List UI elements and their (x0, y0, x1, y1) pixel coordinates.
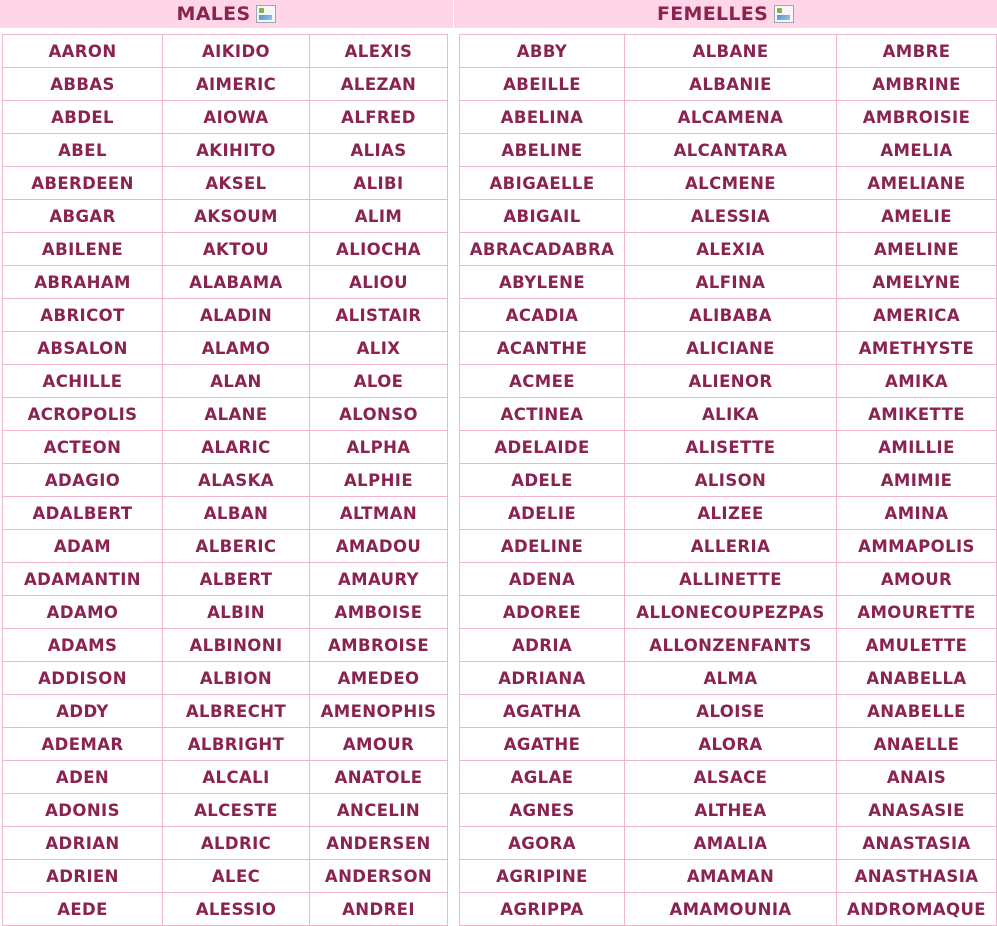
name-cell: ANCELIN (310, 794, 448, 827)
males-header (0, 0, 453, 28)
table-row (3, 464, 448, 497)
table-row (460, 662, 997, 695)
name-cell: ABIGAIL (460, 200, 625, 233)
name-cell: AGRIPINE (460, 860, 625, 893)
name-cell: AMOURETTE (837, 596, 997, 629)
name-cell: ACMEE (460, 365, 625, 398)
name-cell: ALAMO (163, 332, 310, 365)
females-names-table (459, 34, 997, 926)
name-cell: ALICIANE (625, 332, 837, 365)
name-cell: AGRIPPA (460, 893, 625, 926)
name-cell: ABBY (460, 35, 625, 68)
name-cell: ALIM (310, 200, 448, 233)
name-cell: ALTHEA (625, 794, 837, 827)
table-row (460, 794, 997, 827)
name-cell: ADAM (3, 530, 163, 563)
name-cell: AMADOU (310, 530, 448, 563)
table-row (3, 530, 448, 563)
table-row (460, 728, 997, 761)
name-cell: ADONIS (3, 794, 163, 827)
table-row (3, 629, 448, 662)
name-cell: ADRIA (460, 629, 625, 662)
name-cell: ADRIANA (460, 662, 625, 695)
name-cell: ANASTASIA (837, 827, 997, 860)
name-cell: ALLONZENFANTS (625, 629, 837, 662)
name-cell: ALBINONI (163, 629, 310, 662)
table-row (460, 332, 997, 365)
name-cell: ADAMANTIN (3, 563, 163, 596)
name-cell: ADDY (3, 695, 163, 728)
name-cell: ABERDEEN (3, 167, 163, 200)
name-cell: ADAGIO (3, 464, 163, 497)
name-cell: AGNES (460, 794, 625, 827)
name-cell: ACROPOLIS (3, 398, 163, 431)
name-cell: ALIZEE (625, 497, 837, 530)
name-cell: ABELINA (460, 101, 625, 134)
name-cell: ABDEL (3, 101, 163, 134)
name-cell: AMALIA (625, 827, 837, 860)
name-cell: ANDERSEN (310, 827, 448, 860)
name-cell: ALIENOR (625, 365, 837, 398)
name-cell: AMILLIE (837, 431, 997, 464)
name-cell: ABEL (3, 134, 163, 167)
name-cell: ADELE (460, 464, 625, 497)
males-names-table (2, 34, 448, 926)
name-cell: ALIAS (310, 134, 448, 167)
name-cell: ADEN (3, 761, 163, 794)
table-row (3, 200, 448, 233)
table-row (3, 893, 448, 926)
name-cell: AKIHITO (163, 134, 310, 167)
table-row (460, 200, 997, 233)
name-cell: ALARIC (163, 431, 310, 464)
name-cell: ABRAHAM (3, 266, 163, 299)
females-section (454, 0, 997, 919)
name-cell: ANAIS (837, 761, 997, 794)
table-row (460, 398, 997, 431)
name-cell: ALESSIA (625, 200, 837, 233)
name-cell: AMBOISE (310, 596, 448, 629)
name-cell: ALDRIC (163, 827, 310, 860)
table-row (460, 431, 997, 464)
table-row (3, 596, 448, 629)
table-row (3, 497, 448, 530)
table-row (460, 365, 997, 398)
name-cell: AARON (3, 35, 163, 68)
name-cell: ALBIN (163, 596, 310, 629)
name-cell: ALBION (163, 662, 310, 695)
name-cell: AMBRE (837, 35, 997, 68)
name-cell: ALABAMA (163, 266, 310, 299)
name-cell: ALESSIO (163, 893, 310, 926)
name-cell: AGATHA (460, 695, 625, 728)
name-cell: ADEMAR (3, 728, 163, 761)
name-cell: AIOWA (163, 101, 310, 134)
name-cell: ACHILLE (3, 365, 163, 398)
table-row (3, 728, 448, 761)
name-cell: ALISETTE (625, 431, 837, 464)
name-cell: ANABELLA (837, 662, 997, 695)
name-cell: ADDISON (3, 662, 163, 695)
broken-image-icon (774, 5, 794, 23)
name-cell: AMELIANE (837, 167, 997, 200)
table-row (460, 464, 997, 497)
name-cell: ALADIN (163, 299, 310, 332)
name-cell: ALIKA (625, 398, 837, 431)
females-header (454, 0, 997, 28)
name-cell: AMERICA (837, 299, 997, 332)
table-row (460, 893, 997, 926)
name-cell: ALFINA (625, 266, 837, 299)
name-cell: ALISON (625, 464, 837, 497)
name-cell: AIMERIC (163, 68, 310, 101)
name-cell: ABELINE (460, 134, 625, 167)
table-row (3, 695, 448, 728)
name-cell: ALCESTE (163, 794, 310, 827)
name-cell: ABRICOT (3, 299, 163, 332)
name-cell: AMELIA (837, 134, 997, 167)
name-cell: AKSOUM (163, 200, 310, 233)
name-cell: AGATHE (460, 728, 625, 761)
males-section (0, 0, 453, 919)
table-row (460, 827, 997, 860)
table-row (3, 35, 448, 68)
name-cell: ABBAS (3, 68, 163, 101)
name-cell: ANDERSON (310, 860, 448, 893)
table-row (3, 662, 448, 695)
name-cell: ALBANE (625, 35, 837, 68)
name-cell: ADAMO (3, 596, 163, 629)
name-cell: AMMAPOLIS (837, 530, 997, 563)
name-cell: ABYLENE (460, 266, 625, 299)
name-cell: ALASKA (163, 464, 310, 497)
name-cell: ABRACADABRA (460, 233, 625, 266)
broken-image-icon (256, 5, 276, 23)
table-row (3, 167, 448, 200)
name-cell: ALEXIA (625, 233, 837, 266)
name-cell: ALOE (310, 365, 448, 398)
name-cell: ALBAN (163, 497, 310, 530)
table-row (460, 68, 997, 101)
name-cell: ALORA (625, 728, 837, 761)
name-cell: AMENOPHIS (310, 695, 448, 728)
name-cell: ACADIA (460, 299, 625, 332)
name-cell: ALCAMENA (625, 101, 837, 134)
table-row (3, 233, 448, 266)
name-cell: ALPHIE (310, 464, 448, 497)
name-cell: ALBERIC (163, 530, 310, 563)
name-cell: ADAMS (3, 629, 163, 662)
name-cell: ALOISE (625, 695, 837, 728)
table-row (3, 68, 448, 101)
name-cell: ADELAIDE (460, 431, 625, 464)
name-cell: ALBANIE (625, 68, 837, 101)
table-row (460, 101, 997, 134)
table-row (460, 35, 997, 68)
table-row (460, 266, 997, 299)
name-cell: AMBRINE (837, 68, 997, 101)
name-cell: ABGAR (3, 200, 163, 233)
name-cell: ABILENE (3, 233, 163, 266)
name-cell: ANDROMAQUE (837, 893, 997, 926)
name-cell: ANATOLE (310, 761, 448, 794)
name-cell: AMINA (837, 497, 997, 530)
table-row (3, 365, 448, 398)
table-row (460, 695, 997, 728)
name-cell: AGLAE (460, 761, 625, 794)
name-cell: ALIOU (310, 266, 448, 299)
name-cell: AEDE (3, 893, 163, 926)
name-cell: ADRIAN (3, 827, 163, 860)
table-row (3, 761, 448, 794)
table-row (460, 497, 997, 530)
name-cell: ALIBI (310, 167, 448, 200)
table-row (3, 101, 448, 134)
name-cell: AMELYNE (837, 266, 997, 299)
name-cell: ACANTHE (460, 332, 625, 365)
table-row (3, 266, 448, 299)
name-cell: ALIOCHA (310, 233, 448, 266)
name-cell: ALANE (163, 398, 310, 431)
name-cell: ACTINEA (460, 398, 625, 431)
table-row (3, 398, 448, 431)
name-cell: ALAN (163, 365, 310, 398)
name-cell: ALLERIA (625, 530, 837, 563)
name-cell: AMAMOUNIA (625, 893, 837, 926)
table-row (3, 860, 448, 893)
name-cell: ADELINE (460, 530, 625, 563)
name-cell: AMOUR (837, 563, 997, 596)
table-row (460, 596, 997, 629)
name-cell: AMBROISE (310, 629, 448, 662)
name-cell: ABIGAELLE (460, 167, 625, 200)
name-cell: AIKIDO (163, 35, 310, 68)
table-row (3, 827, 448, 860)
table-row (3, 332, 448, 365)
name-cell: ALBRECHT (163, 695, 310, 728)
name-cell: AKSEL (163, 167, 310, 200)
name-cell: ALONSO (310, 398, 448, 431)
table-row (460, 299, 997, 332)
table-row (460, 860, 997, 893)
name-cell: ANASASIE (837, 794, 997, 827)
table-row (3, 563, 448, 596)
name-cell: ALMA (625, 662, 837, 695)
table-row (460, 761, 997, 794)
name-cell: ADENA (460, 563, 625, 596)
name-cell: AMELINE (837, 233, 997, 266)
table-row (460, 233, 997, 266)
name-cell: ALFRED (310, 101, 448, 134)
name-cell: ANASTHASIA (837, 860, 997, 893)
name-cell: ALEC (163, 860, 310, 893)
name-cell: AMETHYSTE (837, 332, 997, 365)
name-cell: AMAMAN (625, 860, 837, 893)
name-cell: ADALBERT (3, 497, 163, 530)
males-title: MALES (176, 3, 251, 25)
name-cell: AMOUR (310, 728, 448, 761)
name-cell: AMIKETTE (837, 398, 997, 431)
name-cell: ANABELLE (837, 695, 997, 728)
name-cell: ALCANTARA (625, 134, 837, 167)
name-cell: ALSACE (625, 761, 837, 794)
table-row (460, 134, 997, 167)
name-cell: ADELIE (460, 497, 625, 530)
name-cell: ALEXIS (310, 35, 448, 68)
name-cell: ALBERT (163, 563, 310, 596)
name-cell: AMEDEO (310, 662, 448, 695)
name-cell: AGORA (460, 827, 625, 860)
name-cell: AMIKA (837, 365, 997, 398)
name-cell: ALBRIGHT (163, 728, 310, 761)
name-cell: ABEILLE (460, 68, 625, 101)
table-row (3, 794, 448, 827)
name-cell: AMBROISIE (837, 101, 997, 134)
table-row (460, 563, 997, 596)
name-cell: ALTMAN (310, 497, 448, 530)
name-cell: ALIX (310, 332, 448, 365)
name-cell: ALEZAN (310, 68, 448, 101)
females-title: FEMELLES (656, 3, 769, 25)
name-cell: ALLONECOUPEZPAS (625, 596, 837, 629)
name-cell: ALLINETTE (625, 563, 837, 596)
name-cell: ACTEON (3, 431, 163, 464)
name-cell: AMIMIE (837, 464, 997, 497)
name-cell: ANAELLE (837, 728, 997, 761)
table-row (460, 629, 997, 662)
name-cell: ALCALI (163, 761, 310, 794)
name-cell: ALIBABA (625, 299, 837, 332)
name-cell: AMULETTE (837, 629, 997, 662)
table-row (460, 530, 997, 563)
name-cell: ALPHA (310, 431, 448, 464)
name-cell: ALCMENE (625, 167, 837, 200)
name-cell: AKTOU (163, 233, 310, 266)
name-cell: ALISTAIR (310, 299, 448, 332)
name-cell: AMELIE (837, 200, 997, 233)
table-row (3, 299, 448, 332)
name-cell: ADRIEN (3, 860, 163, 893)
name-cell: ANDREI (310, 893, 448, 926)
table-row (3, 431, 448, 464)
name-cell: ABSALON (3, 332, 163, 365)
name-cell: ADOREE (460, 596, 625, 629)
table-row (3, 134, 448, 167)
table-row (460, 167, 997, 200)
name-cell: AMAURY (310, 563, 448, 596)
